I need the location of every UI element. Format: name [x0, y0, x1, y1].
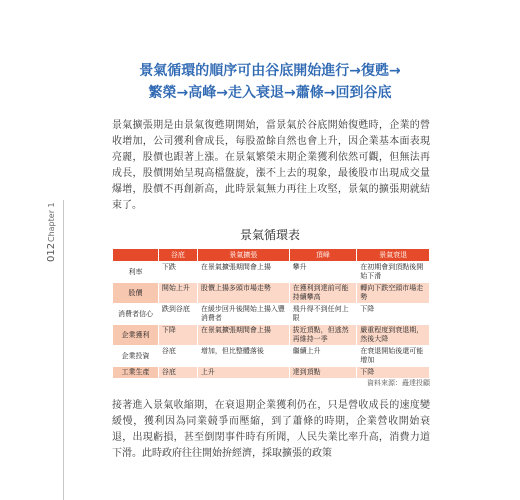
- table-cell: 增加，但比整體落後: [197, 346, 289, 367]
- table-header-row: [113, 249, 430, 262]
- header-cell: 谷底: [158, 249, 197, 262]
- table-row: [113, 367, 430, 379]
- row-label: 企業獲利: [113, 325, 159, 346]
- table-cell: 下降: [357, 367, 430, 379]
- table-cell: 下降: [158, 325, 197, 346]
- table-title: 景氣循環表: [239, 228, 300, 242]
- table-cell: 在景氣擴張期間會上揚: [197, 325, 289, 346]
- table-cell: 攀升: [289, 262, 357, 283]
- table-row: [113, 346, 430, 367]
- body-paragraph-2: 接著進入景氣收縮期，在衰退期企業獲利仍在，只是營收成長的速度變緩慢，獲利因為同業競爭而壓縮，到了蕭條的時期，企業營收開始衰退，出現虧損，甚至倒閉事件時有所聞，人民失業比率升高，消費力道下滑。此時政府往往開始拚經濟，採取擴張的政策: [112, 400, 430, 459]
- table-cell: 在獲利到達前可能持續攀高: [289, 283, 357, 304]
- table-cell: 股價上揚多頭市場走勢: [197, 283, 289, 304]
- table-cell: 谷底: [158, 346, 197, 367]
- header-cell: [113, 249, 159, 262]
- table-cell: 谷底: [158, 367, 197, 379]
- table-cell: 下降: [357, 304, 430, 325]
- table-cell: 跌到谷底: [158, 304, 197, 325]
- row-label: 工業生產: [113, 367, 159, 379]
- table-cell: 拔近頂點，但逃然再維持一季: [289, 325, 357, 346]
- header-cell: 景氣衰退: [357, 249, 430, 262]
- header-cell: 頂峰: [289, 249, 357, 262]
- table-cell: 上升: [197, 367, 289, 379]
- business-cycle-table: [112, 248, 430, 379]
- table-row: [113, 262, 430, 283]
- table-cell: 在景氣擴張期間會上揚: [197, 262, 289, 283]
- row-label: 利率: [113, 262, 159, 283]
- body-paragraph-1: 景氣擴張期是由景氣復甦期開始，當景氣於谷底開始復甦時，企業的營收增加，公司獲利會成長，每股盈餘自然也會上升，因企業基本面表現亮麗，股價也跟著上漲。在景氣繁榮末期企業獲利依然可觀，但無法再成長，股價開始呈現高檔盤旋，漲不上去的現象，最後股市出現成交量爆增，股價不再創新高，此時景氣無力再往上攻堅，景氣的擴張期就結束了。: [112, 120, 430, 211]
- row-label: 消費者信心: [113, 304, 159, 325]
- margin-rule: [63, 200, 64, 500]
- table-cell: 下跌: [158, 262, 197, 283]
- section-title: [120, 60, 420, 104]
- table-source-note: 資料來源：矗達投顧: [367, 379, 430, 387]
- table-cell: 嚴重程度到衰退期，然後大降: [357, 325, 430, 346]
- table-row: [113, 283, 430, 304]
- header-cell: 景氣擴張: [197, 249, 289, 262]
- table-row: [113, 304, 430, 325]
- table-cell: 繼續上升: [289, 346, 357, 367]
- table-cell: 飛升得不到任何上限: [289, 304, 357, 325]
- row-label: 企業投資: [113, 346, 159, 367]
- table-cell: 達到頂點: [289, 367, 357, 379]
- page-number: 012: [46, 242, 57, 262]
- title-line-1: 景氣循環的順序可由谷底開始進行→復甦→: [139, 63, 401, 79]
- table-cell: 開始上升: [158, 283, 197, 304]
- table-cell: 在緩步回升後開始上揚入豐消費者: [197, 304, 289, 325]
- table-cell: 在衰退開始後還可能增加: [357, 346, 430, 367]
- table-cell: 在初期會到頂點後開始下滑: [357, 262, 430, 283]
- title-line-2: 繁榮→高峰→走入衰退→蕭條→回到谷底: [148, 85, 392, 101]
- table-row: [113, 325, 430, 346]
- row-label: 股價: [113, 283, 159, 304]
- table-cell: 轉向下跌空頭市場走勢: [357, 283, 430, 304]
- chapter-label: Chapter 1: [47, 202, 56, 242]
